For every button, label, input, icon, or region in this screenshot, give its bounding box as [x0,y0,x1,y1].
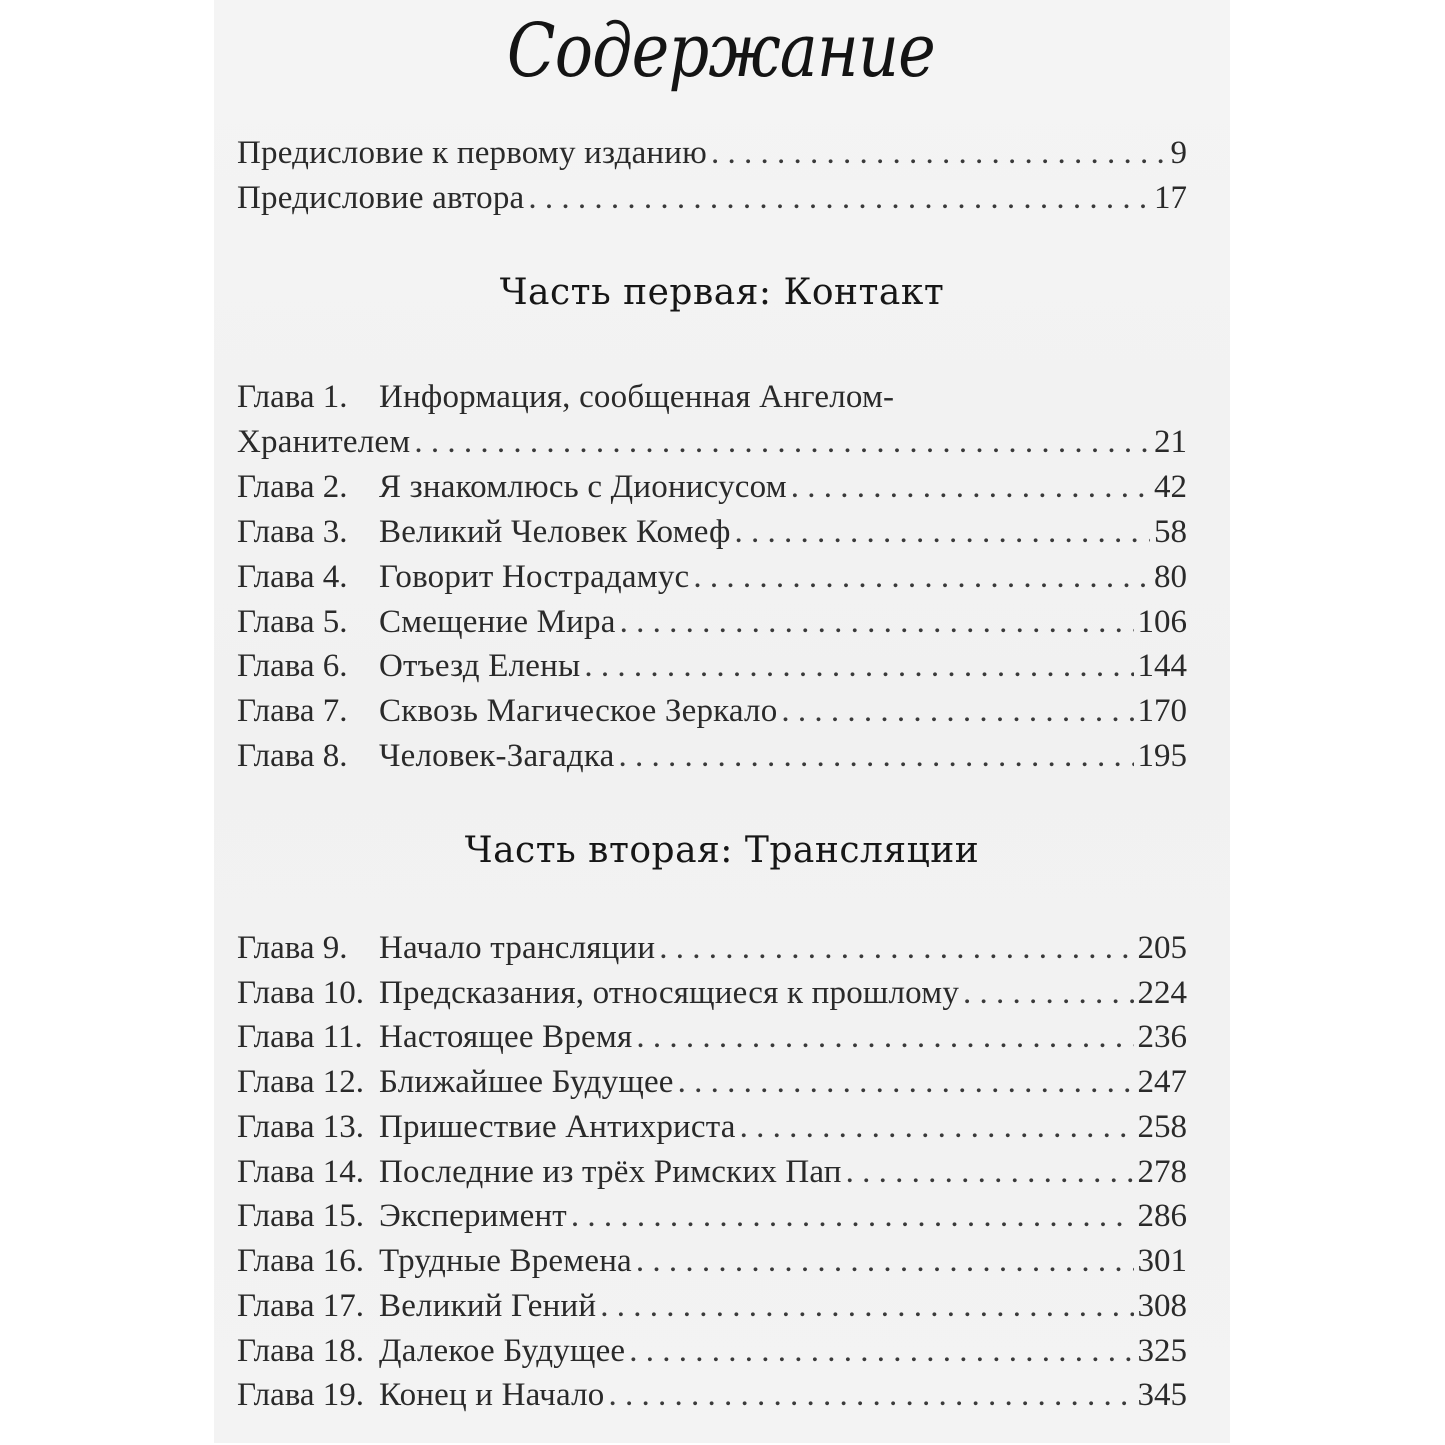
chapter-title-continued: Хранителем [237,424,411,460]
toc-chapter-2 [237,469,1187,513]
toc-chapter-11 [237,1019,1187,1063]
toc-chapter-9 [237,930,1187,974]
chapter-title: Смещение Мира [379,604,616,640]
toc-chapter-3 [237,514,1187,558]
dot-leader [740,1109,1134,1146]
dot-leader [620,604,1134,641]
chapter-prefix: Глава 3. [237,514,348,550]
chapter-title: Начало трансляции [379,930,656,966]
entry-page-number: 247 [1137,1064,1187,1100]
entry-label: Предисловие к первому изданию [237,135,708,171]
chapter-prefix: Глава 4. [237,559,348,595]
part-heading-2: Часть вторая: Трансляции [464,830,980,871]
entry-page-number: 236 [1137,1019,1187,1055]
entry-page-number: 80 [1154,559,1187,595]
chapter-prefix: Глава 17. [237,1288,365,1324]
chapter-prefix: Глава 19. [237,1377,365,1413]
chapter-prefix: Глава 7. [237,693,348,729]
chapter-prefix: Глава 8. [237,738,348,774]
entry-page-number: 308 [1137,1288,1187,1324]
dot-leader [414,424,1150,461]
chapter-prefix: Глава 10. [237,975,365,1011]
entry-page-number: 144 [1137,648,1187,684]
toc-chapter-14 [237,1154,1187,1198]
dot-leader [791,469,1150,506]
dot-leader [781,693,1133,730]
chapter-prefix: Глава 2. [237,469,348,505]
chapter-title: Великий Человек Комеф [379,514,731,550]
entry-page-number: 42 [1154,469,1187,505]
chapter-title: Отъезд Елены [379,648,581,684]
dot-leader [963,975,1133,1012]
entry-page-number: 345 [1137,1377,1187,1413]
entry-label: Предисловие автора [237,180,525,216]
toc-chapter-12 [237,1064,1187,1108]
dot-leader [528,180,1150,217]
dot-leader [600,1288,1133,1325]
chapter-title: Говорит Нострадамус [379,559,690,595]
dot-leader [693,559,1150,596]
chapter-title: Далекое Будущее [379,1333,626,1369]
part-heading-1: Часть первая: Контакт [499,272,945,313]
dot-leader [608,1377,1133,1414]
toc-chapter-16 [237,1243,1187,1287]
entry-page-number: 17 [1154,180,1187,216]
chapter-title: Информация, сообщенная Ангелом- [379,379,895,415]
chapter-title: Пришествие Антихриста [379,1109,736,1145]
dot-leader [636,1019,1133,1056]
dot-leader [735,514,1150,551]
chapter-prefix: Глава 15. [237,1198,365,1234]
toc-chapter-18 [237,1333,1187,1377]
toc-chapter-6 [237,648,1187,692]
chapter-prefix: Глава 13. [237,1109,365,1145]
entry-page-number: 258 [1137,1109,1187,1145]
chapter-title: Великий Гений [379,1288,597,1324]
dot-leader [678,1064,1134,1101]
toc-chapter-1-continued [237,424,1187,468]
dot-leader [618,738,1133,775]
chapter-title: Сквозь Магическое Зеркало [379,693,778,729]
dot-leader [636,1243,1134,1280]
chapter-prefix: Глава 18. [237,1333,365,1369]
chapter-prefix: Глава 6. [237,648,348,684]
entry-page-number: 325 [1137,1333,1187,1369]
toc-chapter-7 [237,693,1187,737]
entry-page-number: 224 [1137,975,1187,1011]
toc-chapter-19 [237,1377,1187,1421]
dot-leader [584,648,1133,685]
chapter-prefix: Глава 1. [237,379,348,415]
toc-chapter-4 [237,559,1187,603]
entry-page-number: 170 [1137,693,1187,729]
toc-chapter-10 [237,975,1187,1019]
chapter-title: Человек-Загадка [379,738,615,774]
page-title: Содержание [506,8,935,94]
toc-entry-preface-author [237,180,1187,224]
chapter-prefix: Глава 12. [237,1064,365,1100]
chapter-title: Трудные Времена [379,1243,632,1279]
dot-leader [846,1154,1134,1191]
entry-page-number: 9 [1170,135,1187,171]
entry-page-number: 286 [1137,1198,1187,1234]
entry-page-number: 58 [1154,514,1187,550]
chapter-title: Эксперимент [379,1198,567,1234]
dot-leader [629,1333,1133,1370]
toc-chapter-15 [237,1198,1187,1242]
chapter-title: Конец и Начало [379,1377,605,1413]
toc-chapter-1 [237,379,1187,423]
entry-page-number: 205 [1137,930,1187,966]
chapter-title: Последние из трёх Римских Пап [379,1154,842,1190]
toc-chapter-17 [237,1288,1187,1332]
chapter-title: Настоящее Время [379,1019,633,1055]
entry-page-number: 21 [1154,424,1187,460]
chapter-title: Предсказания, относящиеся к прошлому [379,975,960,1011]
toc-chapter-13 [237,1109,1187,1153]
entry-page-number: 106 [1137,604,1187,640]
toc-entry-preface-first-edition [237,135,1187,179]
chapter-title: Я знакомлюсь с Дионисусом [379,469,787,505]
chapter-prefix: Глава 9. [237,930,348,966]
entry-page-number: 301 [1137,1243,1187,1279]
dot-leader [571,1198,1134,1235]
chapter-title: Ближайшее Будущее [379,1064,674,1100]
dot-leader [659,930,1133,967]
entry-page-number: 278 [1137,1154,1187,1190]
book-page [214,0,1230,1443]
toc-chapter-8 [237,738,1187,782]
dot-leader [711,135,1166,172]
chapter-prefix: Глава 16. [237,1243,365,1279]
entry-page-number: 195 [1137,738,1187,774]
chapter-prefix: Глава 14. [237,1154,365,1190]
chapter-prefix: Глава 11. [237,1019,363,1055]
chapter-prefix: Глава 5. [237,604,348,640]
toc-chapter-5 [237,604,1187,648]
